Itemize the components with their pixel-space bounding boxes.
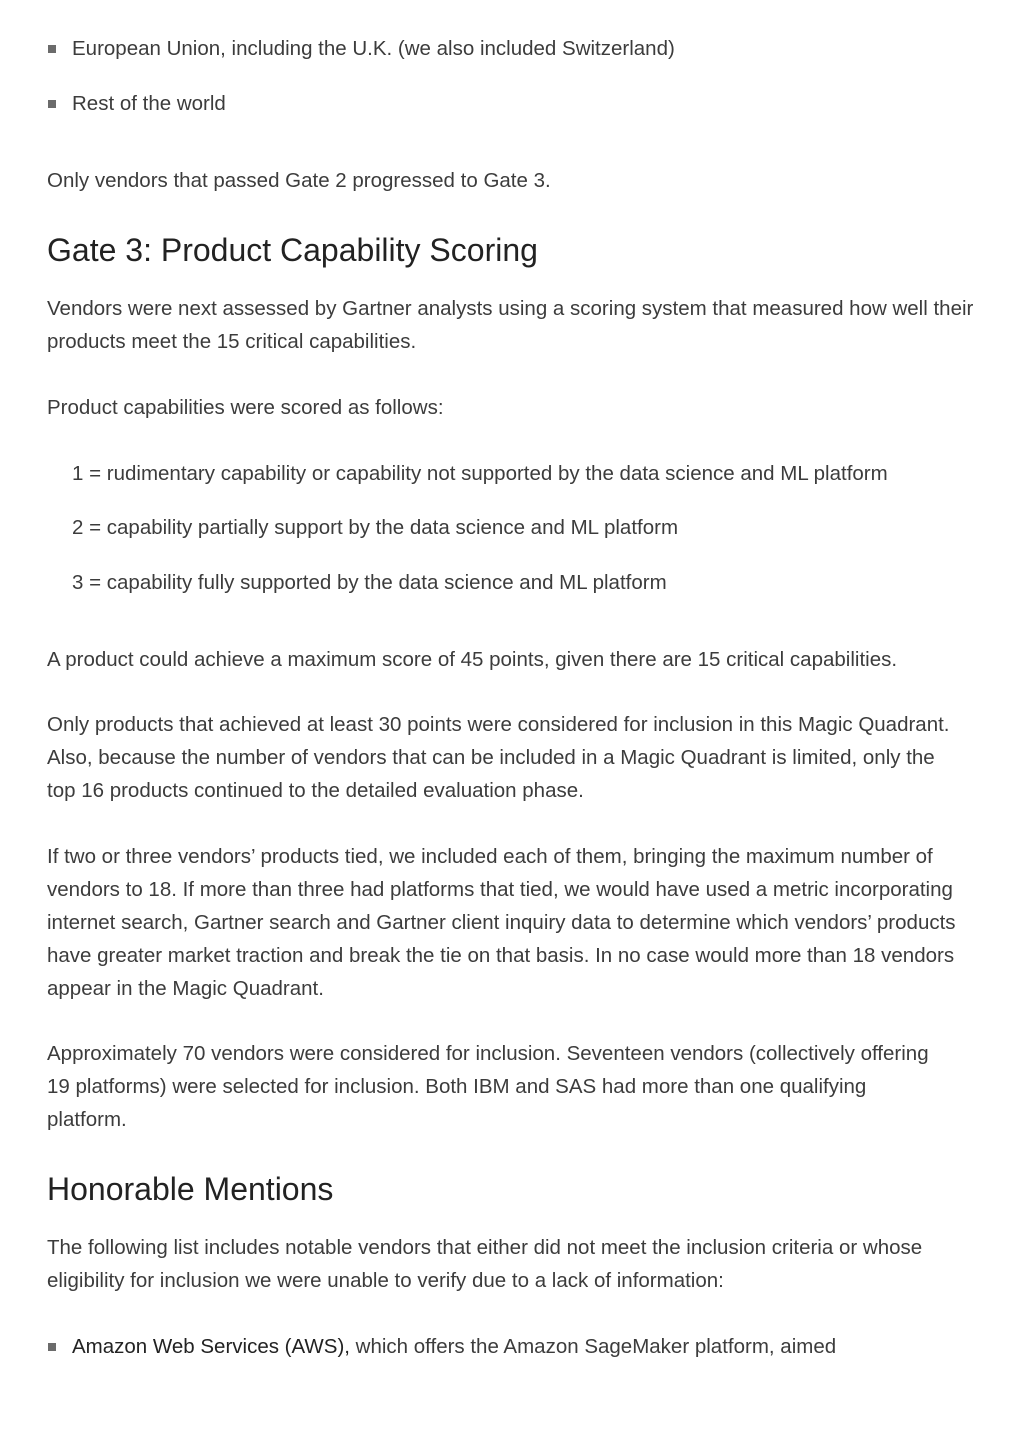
list-item-text: European Union, including the U.K. (we also included Switzerland) bbox=[72, 37, 675, 60]
vendor-description: which offers the Amazon SageMaker platform, aimed bbox=[349, 1335, 837, 1358]
square-bullet-icon bbox=[48, 45, 56, 53]
list-item bbox=[47, 87, 1012, 120]
score-item-3: 3 = capability fully supported by the data science and ML platform bbox=[72, 571, 667, 594]
max-score-text: A product could achieve a maximum score of 45 points, given there are 15 critical capabilities. bbox=[47, 648, 898, 671]
list-item bbox=[47, 32, 1012, 65]
square-bullet-icon bbox=[48, 1343, 56, 1351]
threshold-text: Only products that achieved at least 30 points were considered for inclusion in this Magic Quadrant. Also, because the number of vendors that can be included in a Magic Quadrant is limited, only the top 16 products continued to the detailed evaluation phase. bbox=[47, 713, 950, 802]
square-bullet-icon bbox=[48, 100, 56, 108]
approx-text: Approximately 70 vendors were considered for inclusion. Seventeen vendors (collectively offering 19 platforms) were selected for inclusion. Both IBM and SAS had more than one qualifying platform. bbox=[47, 1042, 929, 1131]
gate3-intro: Vendors were next assessed by Gartner analysts using a scoring system that measured how well their products meet the 15 critical capabilities. bbox=[47, 297, 974, 353]
score-item-1: 1 = rudimentary capability or capability not supported by the data science and ML platform bbox=[72, 462, 888, 485]
list-item-text: Rest of the world bbox=[72, 92, 226, 115]
honorable-heading: Honorable Mentions bbox=[47, 1171, 334, 1207]
scored-as-text: Product capabilities were scored as follows: bbox=[47, 396, 444, 419]
ties-text: If two or three vendors’ products tied, we included each of them, bringing the maximum number of vendors to 18. If more than three had platforms that tied, we would have used a metric incorporating internet search, Gartner search and Gartner client inquiry data to determine which vendors’ products have greater market traction and break the tie on that basis. In no case would more than 18 vendors appear in the Magic Quadrant. bbox=[47, 845, 956, 1000]
honorable-intro: The following list includes notable vendors that either did not meet the inclusion criteria or whose eligibility for inclusion we were unable to verify due to a lack of information: bbox=[47, 1236, 923, 1292]
vendor-name: Amazon Web Services (AWS), bbox=[72, 1335, 350, 1358]
score-item-2: 2 = capability partially support by the data science and ML platform bbox=[72, 516, 679, 539]
gate2-note: Only vendors that passed Gate 2 progressed to Gate 3. bbox=[47, 169, 551, 192]
list-item bbox=[47, 1330, 1012, 1363]
gate3-heading: Gate 3: Product Capability Scoring bbox=[47, 232, 538, 268]
